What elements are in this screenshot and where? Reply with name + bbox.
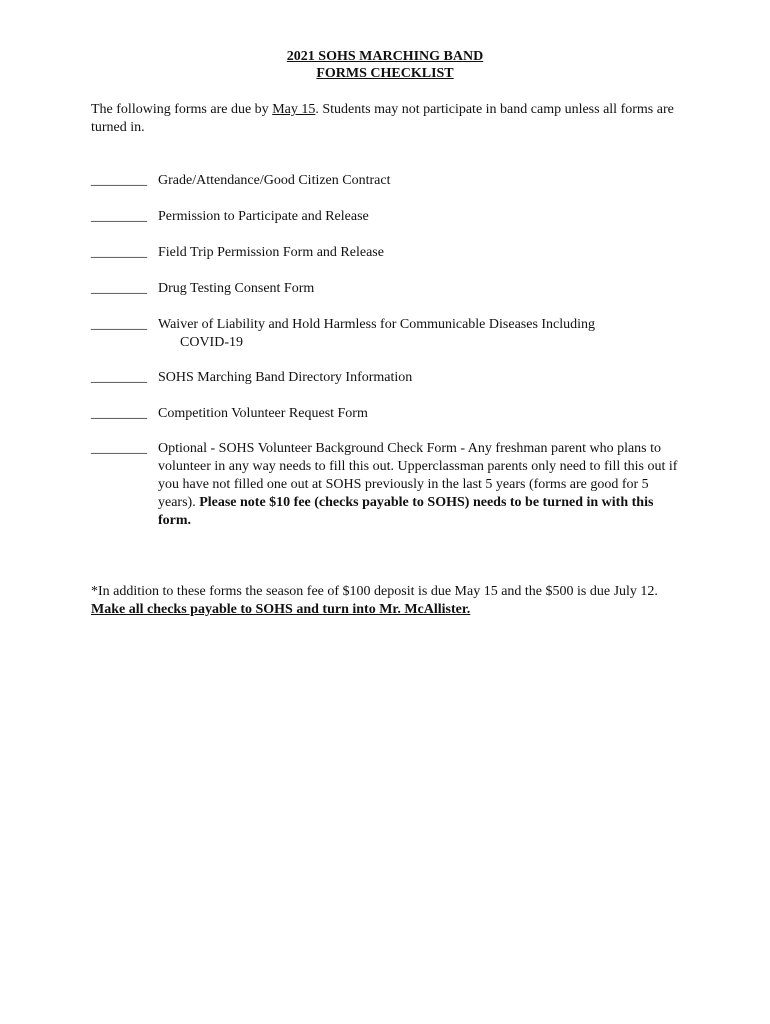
footer-text: *In addition to these forms the season fee of $100 deposit is due May 15 and the $500 is due July 12.: [91, 584, 658, 599]
check-blank: ________: [91, 173, 147, 188]
checklist-item-label: Permission to Participate and Release: [158, 209, 369, 224]
fee-note: Please note $10 fee (checks payable to SOHS) needs to be turned in with this form.: [158, 495, 654, 528]
waiver-label-continuation: COVID-19: [180, 335, 243, 350]
checklist-item-label: Field Trip Permission Form and Release: [158, 245, 384, 260]
check-blank: ________: [91, 317, 147, 332]
checks-payable-note: Make all checks payable to SOHS and turn into Mr. McAllister.: [91, 602, 471, 617]
checklist-item-label: [158, 440, 688, 530]
waiver-label-line: Waiver of Liability and Hold Harmless for Communicable Diseases Including: [158, 317, 596, 332]
checklist-item-label: SOHS Marching Band Directory Information: [158, 370, 413, 385]
document-title: [0, 48, 770, 82]
check-blank: ________: [91, 281, 147, 296]
due-date: May 15: [272, 102, 316, 117]
footer-note: [91, 583, 691, 619]
intro-paragraph: [91, 101, 691, 137]
check-blank: ________: [91, 441, 147, 456]
intro-text-after: . Students may not participate in band camp unless all forms are turned in.: [91, 102, 674, 135]
checklist-item-label: [158, 316, 688, 352]
checklist-item-label: Grade/Attendance/Good Citizen Contract: [158, 173, 391, 188]
check-blank: ________: [91, 370, 147, 385]
check-blank: ________: [91, 406, 147, 421]
background-check-text: Optional - SOHS Volunteer Background Check Form - Any freshman parent who plans to volunteer in any way needs to fill this out. Upperclassman parents only need to fill this out if you have not filled one out at SOHS previously in the last 5 years (forms are good for 5 years).: [158, 441, 678, 510]
checklist-item-label: Drug Testing Consent Form: [158, 281, 315, 296]
check-blank: ________: [91, 209, 147, 224]
check-blank: ________: [91, 245, 147, 260]
title-line-1: 2021 SOHS MARCHING BAND: [286, 49, 484, 64]
checklist-item-label: Competition Volunteer Request Form: [158, 406, 368, 421]
title-line-2: FORMS CHECKLIST: [316, 66, 454, 81]
intro-text-before: The following forms are due by: [91, 102, 273, 117]
